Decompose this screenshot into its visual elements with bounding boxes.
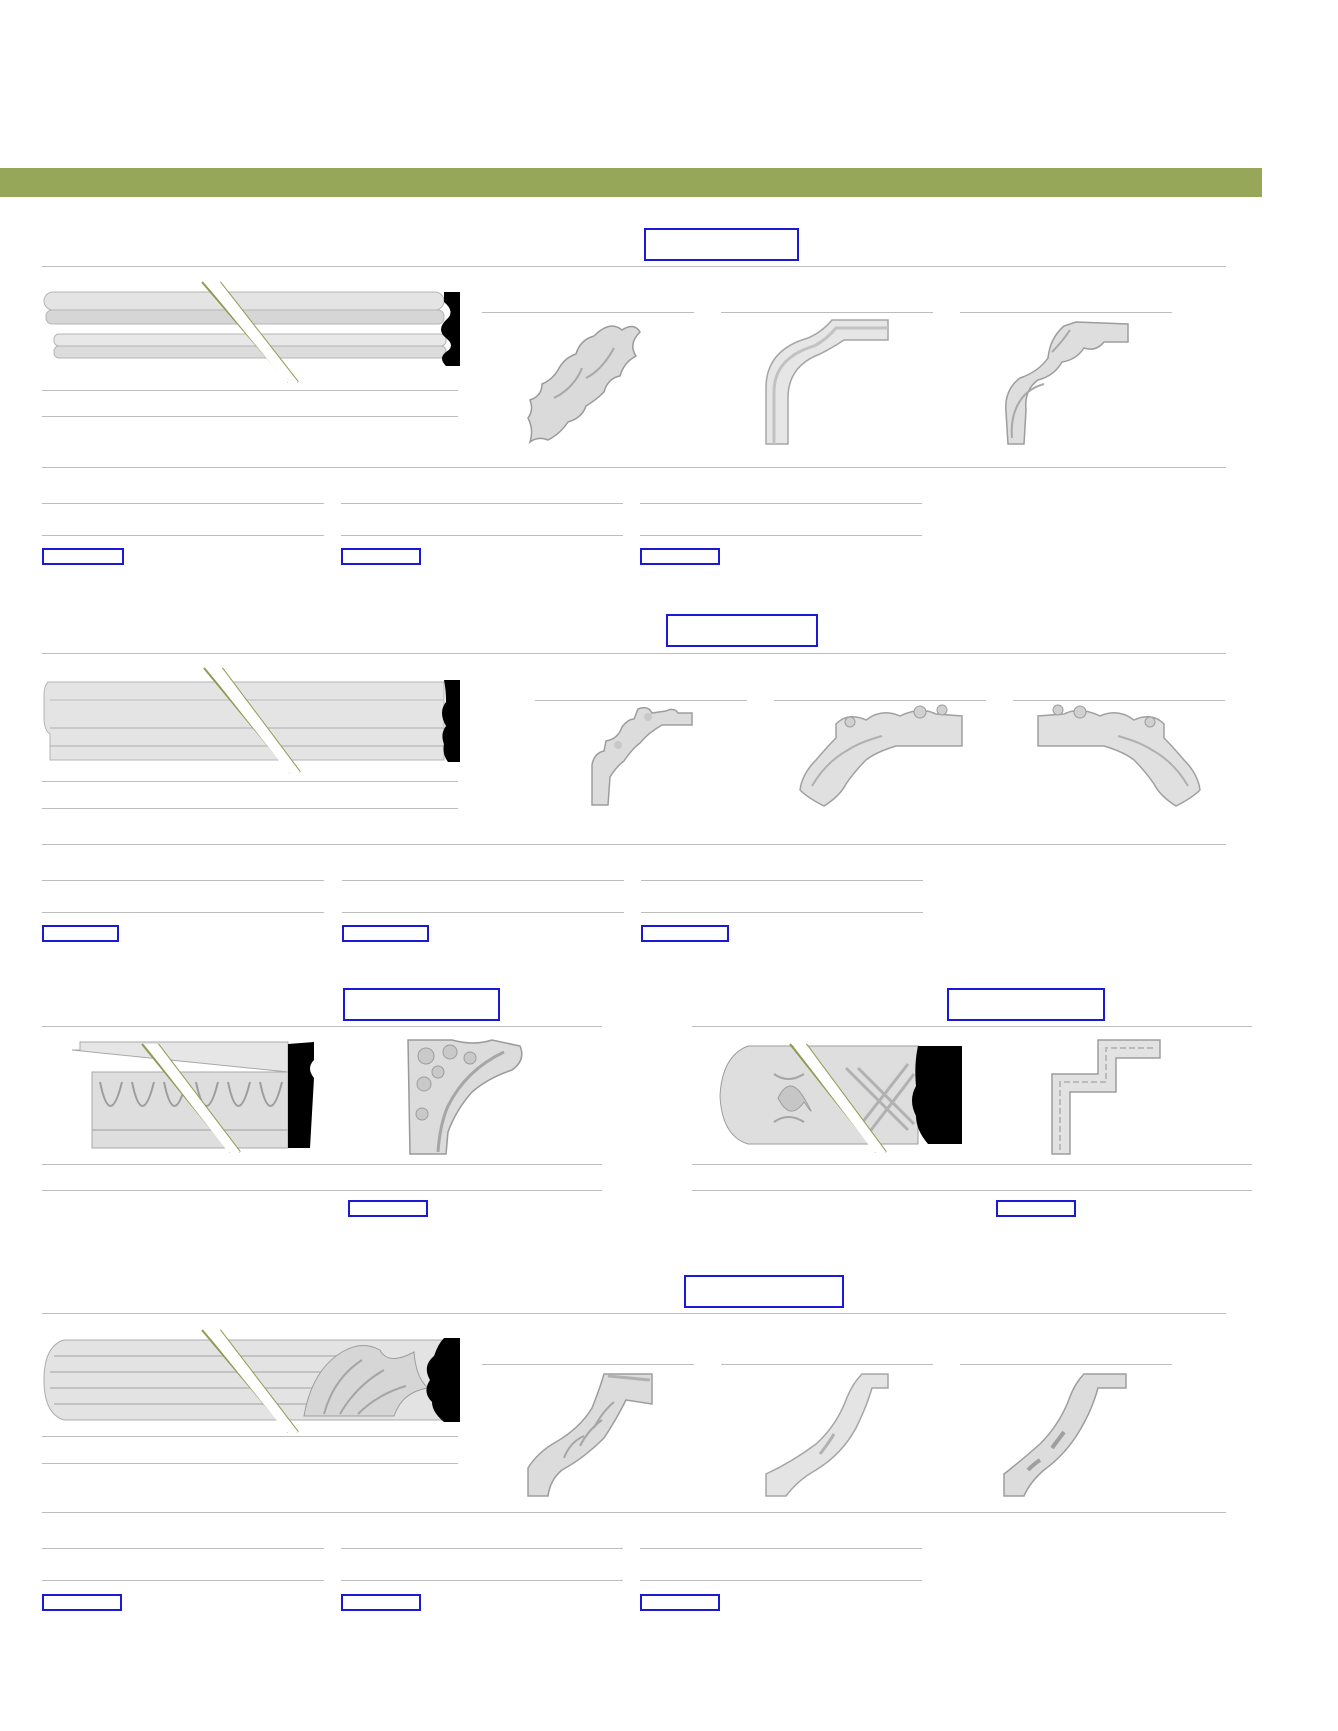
section-3-left-item-link[interactable] xyxy=(348,1200,428,1217)
section-2-col2-rule-a xyxy=(342,880,624,881)
section-4-corner-3-image xyxy=(1000,1370,1130,1498)
section-2-col3-rule-a xyxy=(641,880,923,881)
section-2-moulding-image xyxy=(42,668,460,774)
section-1-moulding-image xyxy=(42,282,460,386)
section-3-right-corner-image xyxy=(1048,1036,1164,1156)
section-1-bottom-rule xyxy=(42,467,1226,468)
section-3-left-top-rule xyxy=(42,1026,602,1027)
section-1-moulding-rule-a xyxy=(42,390,458,391)
section-1-col3-rule-a xyxy=(640,503,922,504)
section-2-corner-rule-1 xyxy=(535,700,747,701)
section-1-corner-3-image xyxy=(1000,318,1130,446)
section-1-col1-rule-b xyxy=(42,535,324,536)
section-1-top-rule xyxy=(42,266,1226,267)
section-1-title-link[interactable] xyxy=(644,228,799,261)
section-4-col3-rule-a xyxy=(640,1548,922,1549)
section-4-col2-rule-a xyxy=(341,1548,623,1549)
section-4-corner-rule-1 xyxy=(482,1364,694,1365)
section-4-item-1-link[interactable] xyxy=(42,1594,122,1611)
section-3-left-rule-a xyxy=(42,1164,602,1165)
section-2-moulding-rule-a xyxy=(42,781,458,782)
section-2-corner-1-image xyxy=(588,705,698,807)
section-4-moulding-image xyxy=(42,1330,460,1434)
section-4-title-link[interactable] xyxy=(684,1275,844,1308)
section-3-right-rule-a xyxy=(692,1164,1252,1165)
section-4-top-rule xyxy=(42,1313,1226,1314)
section-4-item-2-link[interactable] xyxy=(341,1594,421,1611)
section-3-right-rule-b xyxy=(692,1190,1252,1191)
section-4-bottom-rule xyxy=(42,1512,1226,1513)
section-1-corner-1-image xyxy=(524,318,654,446)
section-3-right-item-link[interactable] xyxy=(996,1200,1076,1217)
section-1-moulding-rule-b xyxy=(42,416,458,417)
section-4-corner-rule-2 xyxy=(721,1364,933,1365)
section-2-col2-rule-b xyxy=(342,912,624,913)
section-1-col3-rule-b xyxy=(640,535,922,536)
section-2-col3-rule-b xyxy=(641,912,923,913)
section-3-right-top-rule xyxy=(692,1026,1252,1027)
section-1-item-2-link[interactable] xyxy=(341,548,421,565)
section-3-left-title-link[interactable] xyxy=(343,988,500,1021)
section-1-col1-rule-a xyxy=(42,503,324,504)
section-3-right-moulding-image xyxy=(718,1038,964,1154)
header-band xyxy=(0,168,1262,197)
section-1-item-1-link[interactable] xyxy=(42,548,124,565)
section-1-corner-rule-1 xyxy=(482,312,694,313)
section-2-item-2-link[interactable] xyxy=(342,925,429,942)
section-2-corner-rule-2 xyxy=(774,700,986,701)
section-4-corner-1-image xyxy=(524,1370,654,1498)
section-2-title-link[interactable] xyxy=(666,614,818,647)
section-3-left-corner-image xyxy=(404,1036,526,1156)
section-4-item-3-link[interactable] xyxy=(640,1594,720,1611)
section-3-left-moulding-image xyxy=(70,1038,318,1154)
section-2-col1-rule-a xyxy=(42,880,324,881)
section-2-bottom-rule xyxy=(42,844,1226,845)
section-2-corner-rule-3 xyxy=(1013,700,1225,701)
section-1-item-3-link[interactable] xyxy=(640,548,720,565)
section-2-item-3-link[interactable] xyxy=(641,925,729,942)
section-1-corner-2-image xyxy=(762,318,892,446)
section-2-moulding-rule-b xyxy=(42,808,458,809)
section-4-col1-rule-b xyxy=(42,1580,324,1581)
section-1-col2-rule-b xyxy=(341,535,623,536)
section-4-corner-rule-3 xyxy=(960,1364,1172,1365)
section-3-left-rule-b xyxy=(42,1190,602,1191)
section-4-moulding-rule-a xyxy=(42,1436,458,1437)
section-3-right-title-link[interactable] xyxy=(947,988,1105,1021)
section-4-col2-rule-b xyxy=(341,1580,623,1581)
section-2-corner-2-image xyxy=(796,702,966,808)
section-2-col1-rule-b xyxy=(42,912,324,913)
section-4-col1-rule-a xyxy=(42,1548,324,1549)
section-2-top-rule xyxy=(42,653,1226,654)
section-1-col2-rule-a xyxy=(341,503,623,504)
section-2-corner-3-image xyxy=(1034,702,1204,808)
section-4-moulding-rule-b xyxy=(42,1463,458,1464)
section-4-col3-rule-b xyxy=(640,1580,922,1581)
section-1-corner-rule-2 xyxy=(721,312,933,313)
section-2-item-1-link[interactable] xyxy=(42,925,119,942)
section-4-corner-2-image xyxy=(762,1370,892,1498)
section-1-corner-rule-3 xyxy=(960,312,1172,313)
